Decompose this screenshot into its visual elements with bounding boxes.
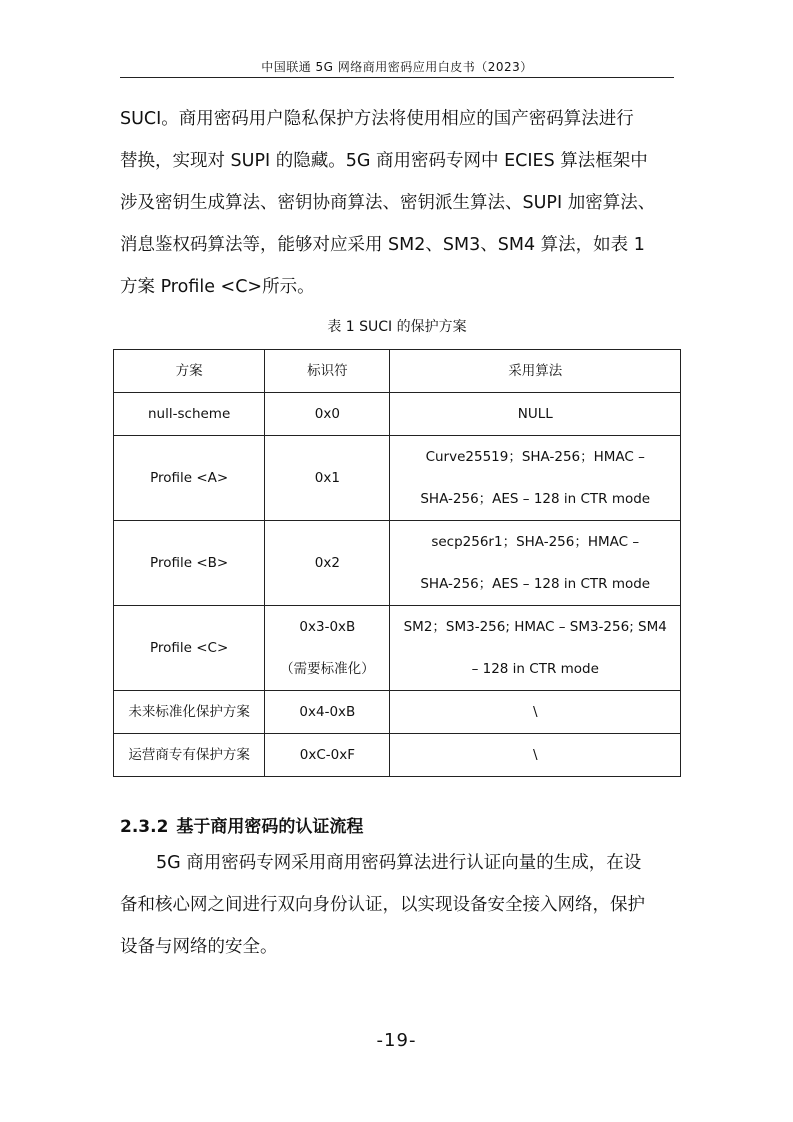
table-row	[114, 606, 681, 691]
table-row	[114, 691, 681, 734]
paragraph-line: 设备与网络的安全。	[120, 937, 278, 957]
scheme-cell: 未来标准化保护方案	[114, 691, 265, 734]
identifier-cell	[265, 606, 390, 691]
algorithm-cell	[390, 606, 681, 691]
scheme-cell: 运营商专有保护方案	[114, 734, 265, 777]
paragraph-line: 备和核心网之间进行双向身份认证，以实现设备安全接入网络，保护	[120, 895, 645, 915]
section-heading	[120, 812, 363, 837]
identifier-cell: 0x4-0xB	[265, 691, 390, 734]
identifier-cell: 0x1	[265, 436, 390, 521]
algorithm-line: – 128 in CTR mode	[471, 661, 599, 677]
identifier-cell: 0x2	[265, 521, 390, 606]
table-row	[114, 734, 681, 777]
identifier-line: 0x3-0xB	[299, 619, 356, 635]
suci-protection-table	[113, 349, 681, 777]
section-paragraph	[120, 842, 676, 968]
section-number: 2.3.2	[120, 817, 169, 837]
scheme-cell: Profile <C>	[114, 606, 265, 691]
paragraph-line: 方案 Profile <C>所示。	[120, 277, 315, 297]
algorithm-cell: \	[390, 691, 681, 734]
column-header-algorithm: 采用算法	[390, 350, 681, 393]
identifier-cell: 0x0	[265, 393, 390, 436]
column-header-identifier: 标识符	[265, 350, 390, 393]
paragraph-line: 消息鉴权码算法等，能够对应采用 SM2、SM3、SM4 算法，如表 1	[120, 235, 645, 255]
header-divider	[120, 77, 674, 78]
page-number: -19-	[376, 1030, 417, 1051]
identifier-cell: 0xC-0xF	[265, 734, 390, 777]
section-title: 基于商用密码的认证流程	[176, 817, 364, 837]
algorithm-line: SM2；SM3-256; HMAC – SM3-256; SM4	[403, 619, 667, 635]
running-header: 中国联通 5G 网络商用密码应用白皮书（2023）	[261, 60, 533, 74]
algorithm-line: secp256r1；SHA-256；HMAC –	[431, 534, 640, 550]
identifier-note: （需要标准化）	[280, 661, 375, 677]
intro-paragraph	[120, 98, 676, 308]
algorithm-line: Curve25519；SHA-256；HMAC –	[425, 449, 645, 465]
paragraph-line: 5G 商用密码专网采用商用密码算法进行认证向量的生成，在设	[156, 853, 642, 873]
paragraph-line: 涉及密钥生成算法、密钥协商算法、密钥派生算法、SUPI 加密算法、	[120, 193, 656, 213]
algorithm-cell: NULL	[390, 393, 681, 436]
column-header-scheme: 方案	[114, 350, 265, 393]
table-row	[114, 393, 681, 436]
paragraph-line: SUCI。商用密码用户隐私保护方法将使用相应的国产密码算法进行	[120, 109, 634, 129]
scheme-cell: Profile <B>	[114, 521, 265, 606]
table-row	[114, 521, 681, 606]
table-header-row	[114, 350, 681, 393]
scheme-cell: Profile <A>	[114, 436, 265, 521]
algorithm-line: SHA-256；AES – 128 in CTR mode	[420, 491, 651, 507]
algorithm-cell: \	[390, 734, 681, 777]
paragraph-line: 替换，实现对 SUPI 的隐藏。5G 商用密码专网中 ECIES 算法框架中	[120, 151, 648, 171]
scheme-cell: null-scheme	[114, 393, 265, 436]
algorithm-line: SHA-256；AES – 128 in CTR mode	[420, 576, 651, 592]
algorithm-cell	[390, 521, 681, 606]
algorithm-cell	[390, 436, 681, 521]
table-caption: 表 1 SUCI 的保护方案	[327, 319, 467, 335]
table-row	[114, 436, 681, 521]
